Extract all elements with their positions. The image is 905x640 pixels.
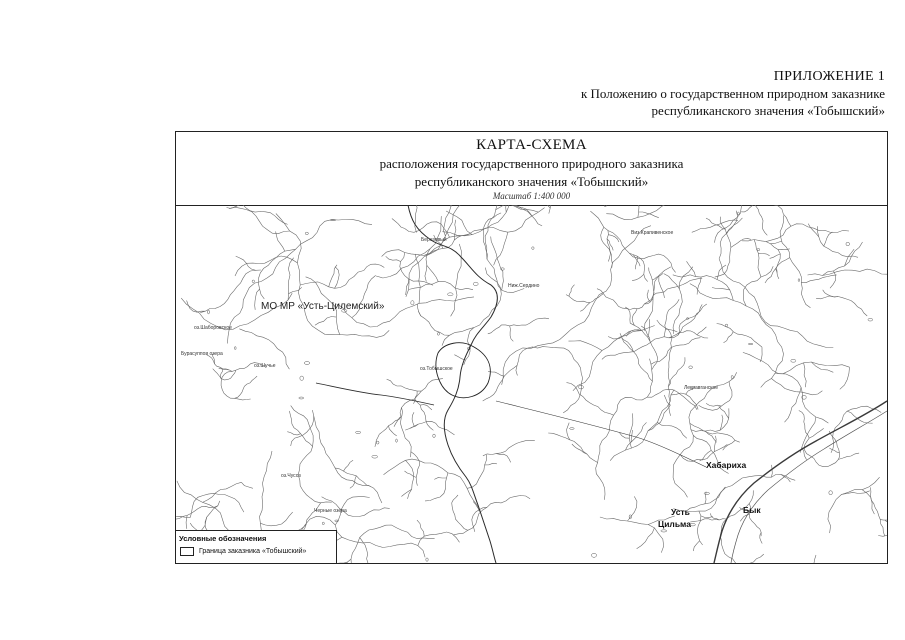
river (452, 503, 468, 531)
river (785, 387, 802, 422)
map-scale: Масштаб 1:400 000 (492, 191, 571, 201)
river (418, 304, 421, 316)
river (425, 473, 448, 501)
lake (426, 558, 428, 561)
river (329, 265, 337, 287)
river (622, 338, 634, 351)
river (597, 279, 702, 310)
river (678, 304, 702, 335)
river (840, 367, 850, 389)
district-label: МО МР «Усть-Цилемский» (261, 301, 385, 312)
lake (704, 492, 709, 494)
river (619, 433, 629, 439)
lake (372, 455, 378, 458)
river (452, 495, 458, 503)
river (814, 555, 816, 563)
river (176, 506, 218, 519)
map-canvas (176, 205, 887, 563)
river (453, 496, 530, 536)
lake (661, 530, 667, 532)
river (651, 338, 700, 365)
river (351, 525, 435, 563)
lake (252, 280, 254, 283)
lake (578, 386, 583, 389)
river (405, 471, 417, 477)
river (379, 408, 402, 435)
river (780, 215, 810, 307)
river (712, 288, 730, 290)
river (382, 205, 509, 257)
river (647, 389, 697, 409)
river (401, 489, 411, 496)
river (406, 279, 409, 295)
lake (798, 279, 800, 282)
river (659, 275, 665, 298)
lake (300, 376, 304, 380)
appendix-header (581, 68, 885, 119)
city-label: Цильма (658, 519, 691, 529)
river (494, 232, 508, 265)
lake (731, 376, 733, 379)
appendix-line-reserve: республиканского значения «Тобышский» (651, 103, 885, 118)
river (176, 517, 190, 518)
river (400, 253, 433, 286)
river-network (176, 205, 887, 563)
place-label: Ниж.Сердино (508, 283, 540, 289)
river (418, 311, 449, 335)
city-label: Хабариха (706, 460, 747, 470)
river (255, 289, 260, 310)
river (259, 249, 296, 299)
lake (791, 359, 796, 362)
lake (437, 333, 439, 336)
river (671, 393, 698, 410)
river (406, 460, 414, 499)
map-header (176, 132, 887, 206)
river (364, 264, 385, 270)
river (754, 240, 761, 278)
lake (725, 324, 728, 327)
river (235, 376, 258, 398)
lake (433, 434, 436, 437)
river (637, 528, 655, 549)
river (741, 205, 753, 212)
river (200, 270, 261, 313)
lake (738, 212, 740, 215)
river (776, 269, 779, 279)
river (758, 253, 769, 255)
legend-boundary-swatch (180, 547, 194, 556)
river (765, 205, 791, 226)
river (731, 238, 751, 247)
river (412, 412, 414, 426)
river (804, 428, 859, 466)
river (845, 249, 855, 266)
legend-title: Условные обозначения (179, 534, 267, 543)
river (414, 399, 433, 430)
river (483, 440, 535, 456)
river (740, 514, 749, 521)
river (291, 406, 332, 503)
river (607, 231, 612, 268)
river (573, 326, 655, 391)
river (335, 267, 340, 289)
river (360, 537, 371, 563)
pechora-river-bank (731, 411, 887, 563)
river (742, 205, 767, 235)
river (697, 327, 706, 335)
route-line (496, 401, 706, 467)
river (668, 357, 685, 387)
lake (411, 301, 414, 305)
river (566, 294, 603, 303)
lake (473, 282, 478, 285)
river (801, 275, 836, 283)
river (633, 255, 640, 267)
river (829, 448, 839, 453)
river (312, 410, 382, 503)
place-label: Бурасуппоя озера (181, 351, 223, 357)
river (673, 275, 690, 277)
river (454, 355, 465, 360)
river (510, 326, 514, 341)
map-subtitle-2: республиканского значения «Тобышский» (414, 174, 649, 189)
lake (396, 439, 398, 442)
river (449, 205, 451, 207)
river (710, 513, 719, 520)
river (190, 493, 244, 517)
appendix-line-regulation: к Положению о государственном природном заказнике (580, 86, 885, 101)
place-label: Черные озера (314, 508, 347, 514)
river (488, 325, 502, 334)
river (392, 219, 405, 229)
river (548, 433, 597, 463)
place-label: оз.Чусоз (281, 473, 301, 479)
river (350, 476, 356, 489)
river (569, 285, 575, 296)
lake (570, 428, 575, 430)
map-title: КАРТА-СХЕМА (476, 137, 587, 153)
river (400, 379, 443, 458)
river (602, 304, 707, 359)
river (765, 258, 790, 283)
river (686, 497, 719, 511)
river (601, 227, 611, 261)
lake (604, 205, 606, 207)
river (691, 408, 729, 431)
river (451, 244, 462, 316)
river (723, 440, 735, 450)
river (502, 318, 550, 326)
river (871, 487, 885, 536)
lake (322, 522, 324, 525)
river (384, 459, 480, 511)
river (644, 268, 654, 304)
river (775, 362, 849, 374)
river (344, 460, 354, 471)
river (717, 324, 762, 348)
river (690, 519, 726, 522)
river (639, 212, 659, 218)
river (427, 265, 438, 281)
lake (532, 247, 534, 250)
pechora-river (714, 401, 887, 563)
river (443, 205, 453, 236)
river (811, 362, 833, 372)
river (567, 383, 614, 416)
lake (591, 553, 596, 557)
river (690, 423, 740, 442)
river (387, 379, 422, 391)
river (761, 474, 795, 480)
river (580, 303, 590, 312)
legend-item-label: Граница заказника «Тобышский» (199, 548, 307, 555)
map-frame (175, 131, 888, 564)
river (770, 241, 781, 244)
river (434, 478, 446, 480)
river (229, 207, 290, 234)
city-label: Бык (743, 505, 761, 515)
river (745, 554, 764, 563)
river (742, 224, 849, 242)
legend-item (176, 543, 336, 556)
river (410, 421, 454, 435)
river (567, 423, 570, 440)
river (417, 520, 424, 536)
river (706, 403, 721, 406)
river (771, 465, 772, 477)
river (485, 205, 524, 292)
river (485, 463, 497, 465)
river (276, 231, 285, 251)
lake (846, 242, 850, 245)
river (690, 284, 784, 388)
lake (304, 362, 309, 365)
river (719, 211, 738, 259)
lake (829, 491, 833, 495)
river (885, 521, 887, 527)
place-label: оз.Шаборовское (194, 325, 232, 331)
river (335, 468, 371, 487)
river (409, 281, 473, 289)
district-boundary-branch (316, 383, 434, 405)
river (287, 432, 300, 435)
river (629, 253, 648, 282)
place-label: Лекравганское (684, 385, 719, 391)
river (706, 431, 717, 442)
lake (757, 249, 760, 251)
river (442, 208, 544, 236)
river (315, 317, 336, 326)
river (804, 363, 807, 387)
river (770, 254, 781, 259)
river (260, 512, 292, 526)
river (289, 411, 312, 447)
map-legend (176, 530, 337, 563)
river (241, 482, 253, 488)
river (300, 271, 364, 289)
river (714, 436, 716, 452)
lake (448, 293, 454, 296)
river (841, 491, 869, 495)
river (607, 239, 613, 251)
river (760, 347, 762, 362)
river (442, 268, 501, 346)
river (291, 416, 314, 446)
river (719, 406, 729, 418)
river (824, 232, 833, 246)
river (415, 205, 417, 233)
lake (376, 441, 379, 444)
river (692, 220, 738, 232)
lake (235, 347, 237, 350)
river (608, 235, 619, 242)
river (546, 205, 550, 208)
lake (305, 232, 308, 234)
lake (868, 318, 873, 321)
river (816, 296, 867, 316)
river (502, 226, 651, 385)
river (632, 274, 644, 280)
river (420, 405, 432, 410)
river (235, 256, 297, 276)
river (652, 273, 663, 280)
lake (748, 343, 753, 344)
lake (356, 431, 361, 433)
river (549, 205, 552, 214)
place-label: Виз.Крапивенское (631, 230, 674, 236)
river (632, 309, 637, 326)
river (496, 454, 510, 463)
river (637, 205, 639, 217)
river (680, 444, 727, 461)
river (666, 329, 678, 332)
river (808, 269, 888, 275)
river (389, 426, 397, 436)
river (596, 359, 653, 500)
river (242, 205, 287, 224)
river (693, 541, 699, 551)
place-label: оз.Шучье (254, 363, 276, 369)
river (516, 347, 583, 413)
river (405, 222, 450, 237)
river (569, 341, 603, 351)
lake (299, 397, 304, 399)
map-area (176, 205, 887, 563)
place-label: оз.Тобышское (420, 366, 453, 372)
lake (208, 310, 210, 314)
river (386, 256, 401, 261)
river (446, 211, 472, 235)
river (276, 214, 389, 338)
city-label: Усть (671, 507, 690, 517)
river (705, 492, 706, 504)
river (878, 535, 887, 536)
river (719, 259, 833, 348)
lakes (208, 205, 873, 561)
appendix-number: ПРИЛОЖЕНИЕ 1 (773, 69, 885, 84)
river (724, 332, 734, 343)
river (375, 434, 379, 447)
river (483, 213, 501, 259)
map-subtitle-1: расположения государственного природного заказника (379, 156, 684, 171)
river (717, 265, 726, 280)
river (829, 431, 840, 459)
lake (689, 366, 693, 369)
place-label: Березовый (421, 237, 447, 243)
river (743, 266, 773, 306)
river (289, 287, 302, 293)
river (376, 216, 441, 278)
river (657, 422, 687, 438)
river (818, 226, 859, 257)
